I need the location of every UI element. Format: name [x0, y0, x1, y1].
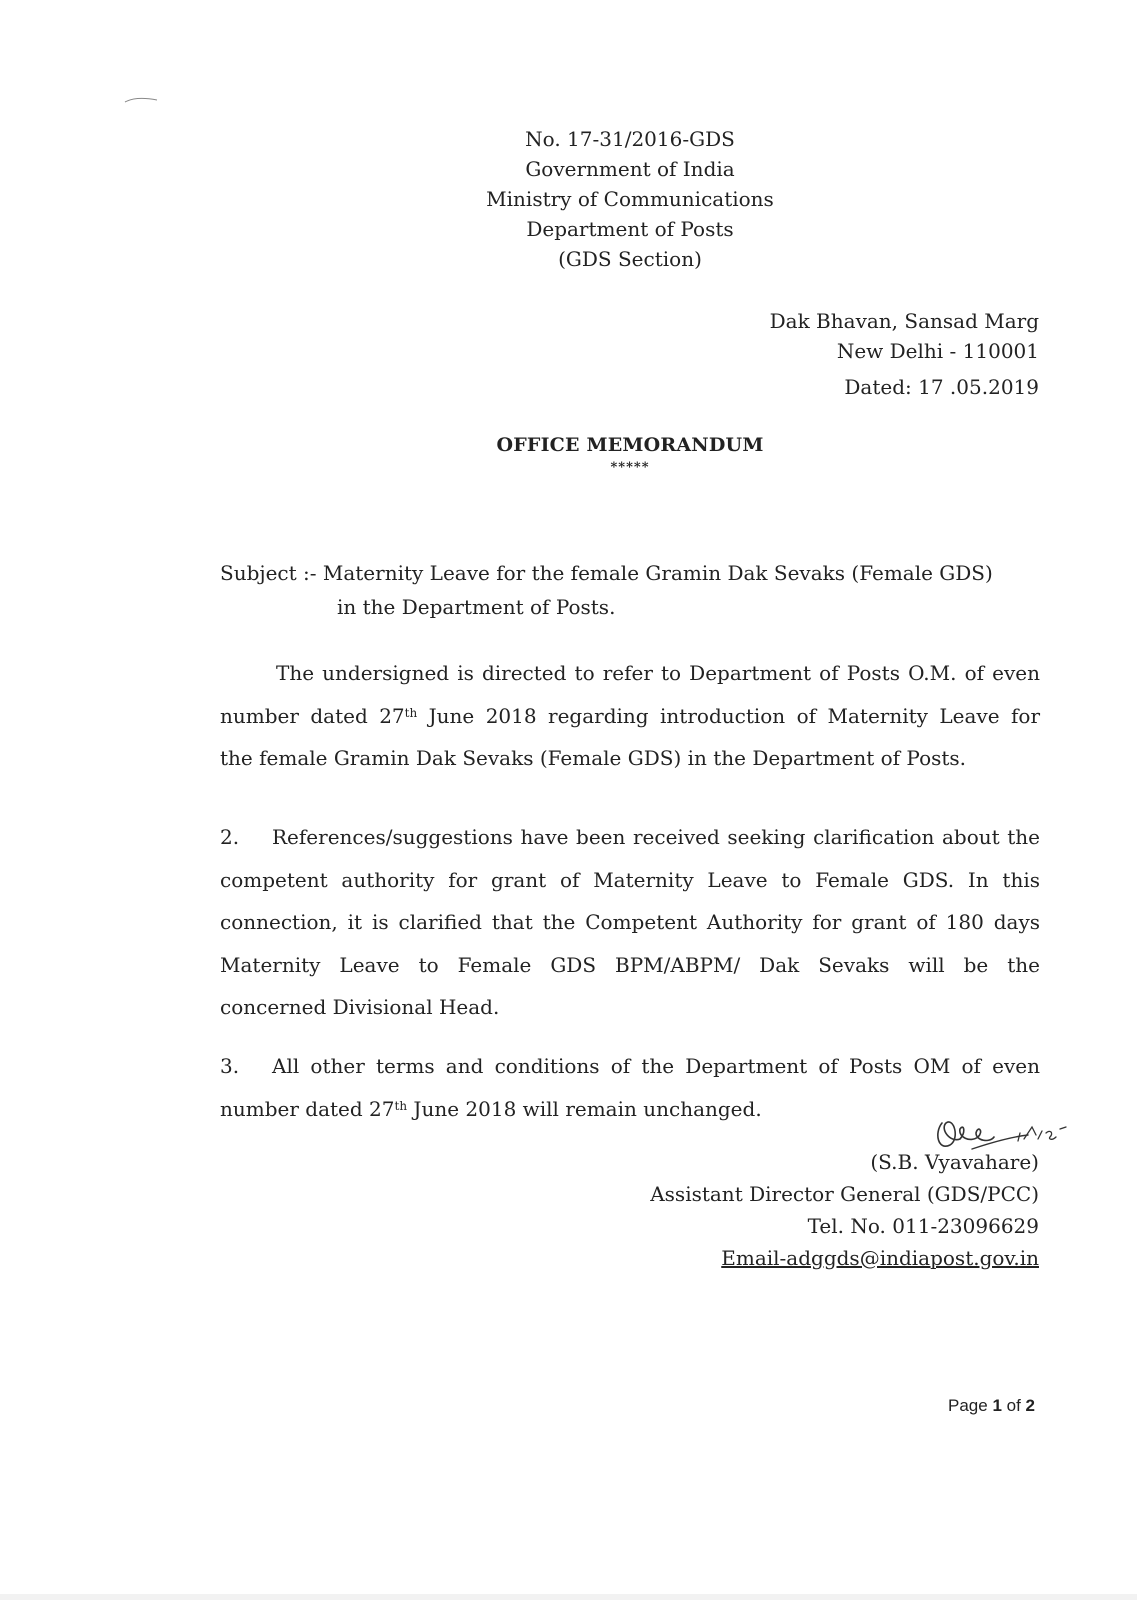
memo-title: OFFICE MEMORANDUM — [496, 434, 764, 456]
address-line-1: Dak Bhavan, Sansad Marg — [769, 309, 1039, 333]
page-total: 2 — [1025, 1396, 1035, 1415]
memo-stars-divider: ***** — [610, 460, 650, 475]
subject-line-1: Subject :- Maternity Leave for the female Gramin Dak Sevaks (Female GDS) — [220, 561, 993, 585]
paragraph-3-line-2-text: number dated 27 — [220, 1096, 395, 1121]
paragraph-3 — [220, 1045, 1040, 1130]
address-block — [770, 306, 1039, 402]
paragraph-3-line-2-rest: June 2018 will remain unchanged. — [407, 1096, 762, 1121]
paragraph-3-line-1 — [220, 1045, 1040, 1088]
paragraph-3-line-1-text: All other terms and conditions of the Department of Posts OM of even — [272, 1054, 1040, 1078]
superscript-th: th — [404, 705, 418, 720]
page-current: 1 — [992, 1396, 1002, 1415]
letterhead — [0, 124, 1137, 274]
file-number: No. 17-31/2016-GDS — [525, 127, 735, 151]
paragraph-1-line-2 — [220, 695, 1040, 738]
department-name: Department of Posts — [526, 217, 734, 241]
signatory-block — [650, 1146, 1039, 1274]
paragraph-1-line-2-rest: June 2018 regarding introduction of Maternity Leave for — [417, 703, 1040, 728]
paragraph-2-line-1 — [220, 816, 1040, 859]
ministry-name: Ministry of Communications — [486, 187, 774, 211]
superscript-th: th — [394, 1098, 408, 1113]
date-line: Dated: 17 .05.2019 — [844, 375, 1039, 399]
page-number — [948, 1396, 1035, 1416]
government-name: Government of India — [525, 157, 735, 181]
paragraph-3-number: 3. — [220, 1054, 240, 1078]
paragraph-1-line-1: The undersigned is directed to refer to Department of Posts O.M. of even — [276, 661, 1040, 685]
signatory-email-link[interactable]: Email-adggds@indiapost.gov.in — [721, 1246, 1039, 1270]
page-of-label: of — [1001, 1396, 1026, 1415]
signatory-designation: Assistant Director General (GDS/PCC) — [650, 1182, 1039, 1206]
scan-bottom-edge — [0, 1594, 1137, 1600]
paragraph-2-line-4: Maternity Leave to Female GDS BPM/ABPM/ Dak Sevaks will be the — [220, 952, 1040, 977]
subject-block — [220, 556, 1040, 624]
paragraph-2-line-2: competent authority for grant of Maternity Leave to Female GDS. In this — [220, 867, 1040, 892]
paragraph-1-line-2-text: number dated 27 — [220, 703, 405, 728]
subject-line-2: in the Department of Posts. — [337, 595, 616, 619]
paragraph-3-line-2 — [220, 1088, 1040, 1131]
signatory-name: (S.B. Vyavahare) — [870, 1150, 1039, 1174]
page-label: Page — [948, 1396, 993, 1415]
address-line-2: New Delhi - 110001 — [836, 339, 1039, 363]
paragraph-2-line-3: connection, it is clarified that the Competent Authority for grant of 180 days — [220, 910, 1040, 934]
paragraph-2-number: 2. — [220, 825, 240, 849]
paragraph-2-line-5: concerned Divisional Head. — [220, 995, 500, 1019]
section-name: (GDS Section) — [558, 247, 702, 271]
signatory-telephone: Tel. No. 011-23096629 — [807, 1214, 1039, 1238]
paragraph-1 — [220, 652, 1040, 780]
paragraph-1-line-3: the female Gramin Dak Sevaks (Female GDS) in the Department of Posts. — [220, 746, 967, 770]
paragraph-2 — [220, 816, 1040, 1029]
paragraph-2-line-1-text: References/suggestions have been received seeking clarification about the — [272, 825, 1040, 849]
scan-artifact-mark — [124, 96, 158, 104]
